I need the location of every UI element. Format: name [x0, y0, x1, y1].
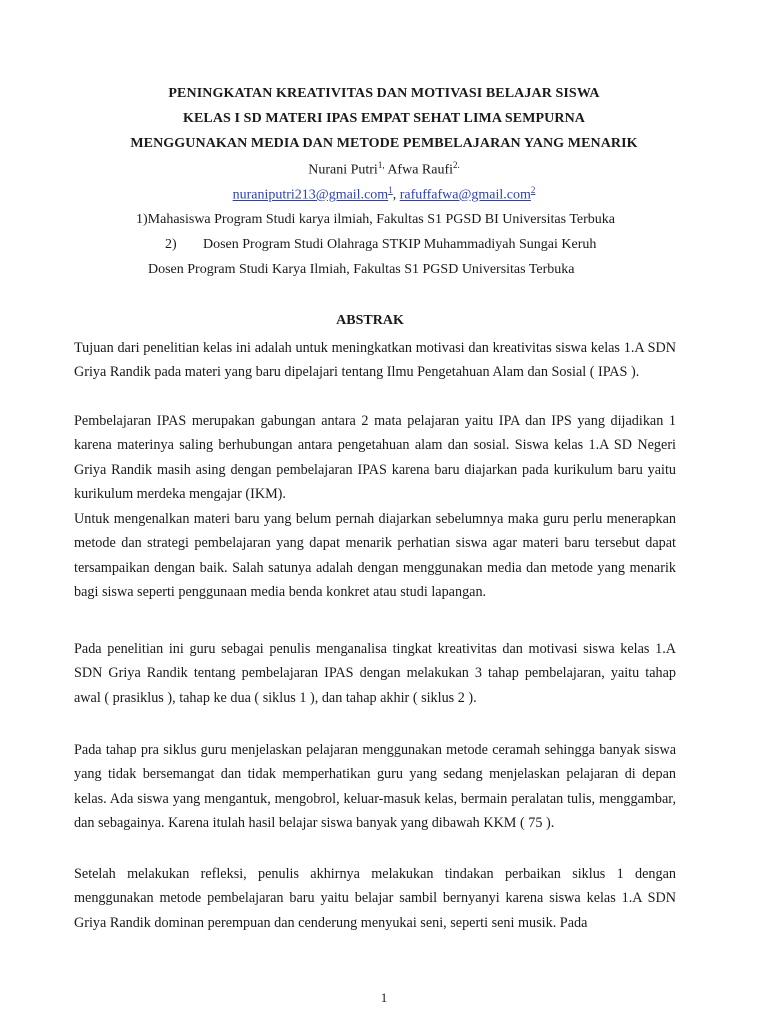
author-2-name: Afwa Raufi: [387, 162, 454, 178]
affiliation-line-1: 1)Mahasiswa Program Studi karya ilmiah, Fakultas S1 PGSD BI Universitas Terbuka: [136, 212, 615, 227]
abstract-paragraph-5: Pada tahap pra siklus guru menjelaskan pelajaran menggunakan metode ceramah sehingga banyak siswa yang tidak bersemangat dan tidak memperhatikan guru yang sedang menjelaskan pelajaran di depan kelas. Ada siswa yang mengantuk, mengobrol, keluar-masuk kelas, bermain peralatan tulis, menggambar, dan sebagainya. Karena itulah hasil belajar siswa banyak yang dibawah KKM ( 75 ).: [74, 742, 676, 831]
email-1-superscript: 1: [388, 185, 393, 195]
abstract-paragraph-6: Setelah melakukan refleksi, penulis akhirnya melakukan tindakan perbaikan siklus 1 dengan menggunakan metode pembelajaran baru yaitu belajar sambil bernyanyi karena siswa kelas 1.A SDN Griya Randik dominan perempuan dan cenderung menyukai seni, seperti seni musik. Pada: [74, 866, 676, 931]
author-1-name: Nurani Putri: [308, 162, 378, 178]
abstract-heading: ABSTRAK: [336, 313, 404, 328]
author-1-superscript: 1,: [377, 160, 385, 170]
abstract-paragraph-2: Pembelajaran IPAS merupakan gabungan antara 2 mata pelajaran yaitu IPA dan IPS yang dijadikan 1 karena materinya saling berhubungan antara pengetahuan alam dan sosial. Siswa kelas 1.A SD Negeri Griya Randik masih asing dengan pembelajaran IPAS karena baru diajarkan pada kurikulum baru yaitu kurikulum merdeka mengajar (IKM).: [74, 413, 676, 502]
author-line: [0, 160, 768, 179]
email-link-1[interactable]: nuraniputri213@gmail.com: [232, 187, 389, 203]
abstract-paragraph-4: Pada penelitian ini guru sebagai penulis menganalisa tingkat kreativitas dan motivasi siswa kelas 1.A SDN Griya Randik tentang pembelajaran IPAS dengan melakukan 3 tahap pembelajaran, yaitu tahap awal ( prasiklus ), tahap ke dua ( siklus 1 ), dan tahap akhir ( siklus 2 ).: [74, 641, 676, 706]
title-line-2: KELAS I SD MATERI IPAS EMPAT SEHAT LIMA SEMPURNA: [182, 111, 586, 126]
abstract-paragraph-3: Untuk mengenalkan materi baru yang belum pernah diajarkan sebelumnya maka guru perlu menerapkan metode dan strategi pembelajaran yang dapat menarik perhatian siswa agar materi baru tersebut dapat tersampaikan dengan baik. Salah satunya adalah dengan menggunakan media dan metode yang menarik bagi siswa seperti penggunaan media benda konkret atau studi lapangan.: [74, 511, 676, 600]
affiliation-line-2-number: 2): [165, 237, 177, 252]
affiliation-line-3: Dosen Program Studi Karya Ilmiah, Fakultas S1 PGSD Universitas Terbuka: [148, 262, 575, 277]
email-separator: ,: [392, 187, 400, 203]
title-line-3: MENGGUNAKAN MEDIA DAN METODE PEMBELAJARAN YANG MENARIK: [130, 136, 638, 151]
email-2-superscript: 2: [530, 185, 536, 195]
email-link-2[interactable]: rafuffafwa@gmail.com: [399, 187, 531, 203]
page-number: 1: [380, 990, 388, 1005]
email-line: [0, 185, 768, 204]
author-2-superscript: 2.: [453, 160, 460, 170]
title-line-1: PENINGKATAN KREATIVITAS DAN MOTIVASI BELAJAR SISWA: [168, 86, 600, 101]
affiliation-line-2: Dosen Program Studi Olahraga STKIP Muhammadiyah Sungai Keruh: [203, 237, 597, 252]
abstract-paragraph-1: Tujuan dari penelitian kelas ini adalah untuk meningkatkan motivasi dan kreativitas siswa kelas 1.A SDN Griya Randik pada materi yang baru dipelajari tentang Ilmu Pengetahuan Alam dan Sosial ( IPAS ).: [74, 340, 676, 381]
